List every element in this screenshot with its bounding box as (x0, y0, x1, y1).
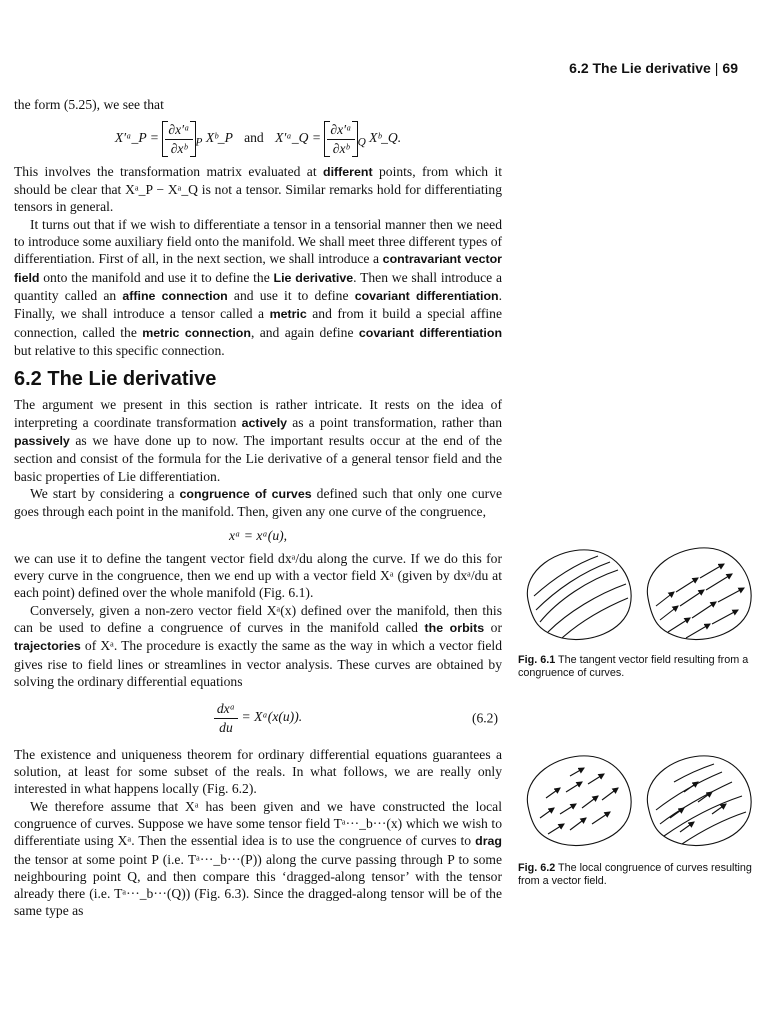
text-run: points, from which it should be clear that Xᵃ_P − Xᵃ_Q is not a tensor. Similar remarks hold for differentiating tensors in general. (14, 163, 503, 215)
paragraph-involves (14, 163, 502, 216)
caption-text: The local congruence of curves resulting from a vector field. (518, 862, 752, 887)
text-run: It turns out that if we wish to differentiate a tensor in a tensorial manner then we need to introduce some auxiliary field onto the manifold. We shall meet three different types of differentiation. First of all, in the next section, we shall introduce a (14, 216, 503, 267)
keyword-drag: drag (475, 834, 502, 849)
text-run: or (484, 620, 502, 636)
figure-6-1-illustration (518, 540, 758, 648)
text-run: We therefore assume that Xᵃ has been given and we have constructed the local congruence of curves. Suppose we have some tensor field Tᵃ···_b···(x) which we wish to differentiate using Xᵃ. Then the essential idea is to use the congruence of curves to (14, 798, 502, 849)
keyword-covariant-differentiation: covariant differentiation (354, 288, 499, 303)
keyword-covariant-differentiation-2: covariant differentiation (358, 325, 503, 340)
equation-number: (6.2) (471, 710, 498, 726)
paragraph-argument (14, 396, 502, 484)
caption-text: The tangent vector field resulting from a congruence of curves. (518, 654, 749, 679)
text-run: defined such that only one curve goes through each point in the manifold. Then, given any one curve of the congruence, (14, 485, 502, 520)
text-run: as a point transformation, rather than (287, 414, 502, 430)
eq1-and: and (244, 130, 264, 146)
figure-label: Fig. 6.1 (518, 654, 556, 666)
keyword-different: different (323, 164, 373, 179)
eq1-den-q: ∂xᵇ (332, 140, 350, 156)
paragraph-turns-out (14, 216, 502, 359)
running-head-section: 6.2 The Lie derivative (569, 60, 711, 76)
text-run: Conversely, given a non-zero vector field Xᵃ(x) defined over the manifold, then this can be used to define a congruence of curves in the manifold called (14, 602, 502, 636)
text-run: The argument we present in this section is rather intricate. It rests on the idea of interpreting a coordinate transformation (14, 397, 502, 430)
figure-6-1-caption (518, 654, 758, 680)
eq1-den-p: ∂xᵇ (170, 140, 188, 156)
eq1-sub-q: Q (357, 136, 366, 149)
eq3-num: dxᵃ (214, 700, 238, 718)
text-run: as we have done up to now. The important results occur at the end of the section and consist of the formula for the Lie derivative of a general tensor field and the basic properties of Lie differentiation. (14, 433, 502, 484)
equation-curve: xᵃ = xᵃ(u), (228, 527, 288, 543)
vector-field-outline (527, 756, 631, 846)
keyword-congruence-of-curves: congruence of curves (179, 486, 312, 501)
keyword-trajectories: trajectories (14, 639, 81, 654)
figure-6-1 (518, 540, 758, 680)
paragraph-existence: The existence and uniqueness theorem for ordinary differential equations guarantees a solution, at least for some subset of the reals. In what follows, we are really only interested in what happens locally (Fig. 6.2). (14, 746, 502, 797)
main-text-column (14, 96, 502, 920)
eq1-lhs1: X′ᵃ_P = (114, 130, 159, 146)
eq1-num-q: ∂x′ᵃ (327, 121, 354, 139)
eq1-rhs1: Xᵇ_P (205, 130, 233, 146)
text-run: and use it to define (227, 287, 355, 303)
section-title: 6.2 The Lie derivative (14, 368, 217, 391)
eq1-lhs2: X′ᵃ_Q = (275, 130, 322, 146)
keyword-affine-connection: affine connection (122, 288, 228, 303)
figure-6-2-illustration (518, 748, 758, 856)
figure-6-2-caption (518, 862, 758, 888)
manifold-outline-left (527, 550, 631, 640)
eq1-frac-p (165, 121, 192, 157)
figure-6-2 (518, 748, 758, 888)
text-run: . Then we shall introduce a quantity called an (14, 269, 502, 303)
eq3-frac (214, 700, 238, 736)
page-number: 69 (722, 60, 738, 76)
text-run: , and again define (250, 324, 359, 340)
keyword-passively: passively (14, 434, 70, 449)
text-run: onto the manifold and use it to define the (39, 269, 274, 285)
text-run: This involves the transformation matrix evaluated at (14, 163, 324, 179)
eq1-num-p: ∂x′ᵃ (165, 121, 192, 139)
equation-6-2 (14, 700, 502, 736)
text-run: but relative to this specific connection. (14, 342, 225, 358)
keyword-lie-derivative: Lie derivative (273, 270, 354, 285)
text-run: and from it build a special affine connection, called the (14, 306, 502, 340)
paragraph-intro: the form (5.25), we see that (14, 97, 164, 112)
text-run: . Finally, we shall introduce a tensor called a (14, 287, 503, 322)
keyword-the-orbits: the orbits (424, 621, 485, 636)
eq3-den: du (219, 719, 233, 735)
keyword-contravariant-vector-field: contravariant vector field (14, 252, 503, 285)
text-run: the tensor at some point P (i.e. Tᵃ···_b···(P)) along the curve passing through P to some neighbouring point Q, and then compare this ‘dragged-along tensor’ with the tensor already there (i.e. Tᵃ···_b···(Q)) (Fig. 6.3). Since the dragged-along tensor will be of the same type as (14, 851, 502, 919)
running-head-separator: | (714, 60, 719, 76)
paragraph-start (14, 485, 502, 521)
figure-label: Fig. 6.2 (518, 862, 556, 874)
paragraph-tangent: we can use it to define the tangent vector field dxᵃ/du along the curve. If we do this for every curve in the congruence, then we end up with a vector field Xᵃ (given by dxᵃ/du at each point) defined over the whole manifold (Fig. 6.1). (14, 550, 502, 601)
keyword-metric-connection: metric connection (142, 325, 251, 340)
eq1-frac-q (327, 121, 354, 157)
equation-transformation (14, 121, 502, 157)
eq1-bracket-q (324, 121, 357, 157)
keyword-actively: actively (241, 415, 288, 430)
keyword-metric: metric (269, 307, 307, 322)
text-run: We start by considering a (30, 485, 180, 501)
eq1-rhs2: Xᵇ_Q. (369, 130, 402, 146)
text-run: of Xᵃ. The procedure is exactly the same as the way in which a vector field gives rise to field lines or streamlines in vector analysis. These curves are obtained by solving the ordinary differential equations (14, 638, 502, 689)
paragraph-therefore (14, 798, 502, 920)
eq3-rhs: = Xᵃ(x(u)). (241, 709, 303, 725)
paragraph-conversely (14, 602, 502, 690)
eq1-bracket-p (162, 121, 195, 157)
eq1-sub-p: P (195, 136, 203, 149)
running-head (569, 60, 738, 76)
